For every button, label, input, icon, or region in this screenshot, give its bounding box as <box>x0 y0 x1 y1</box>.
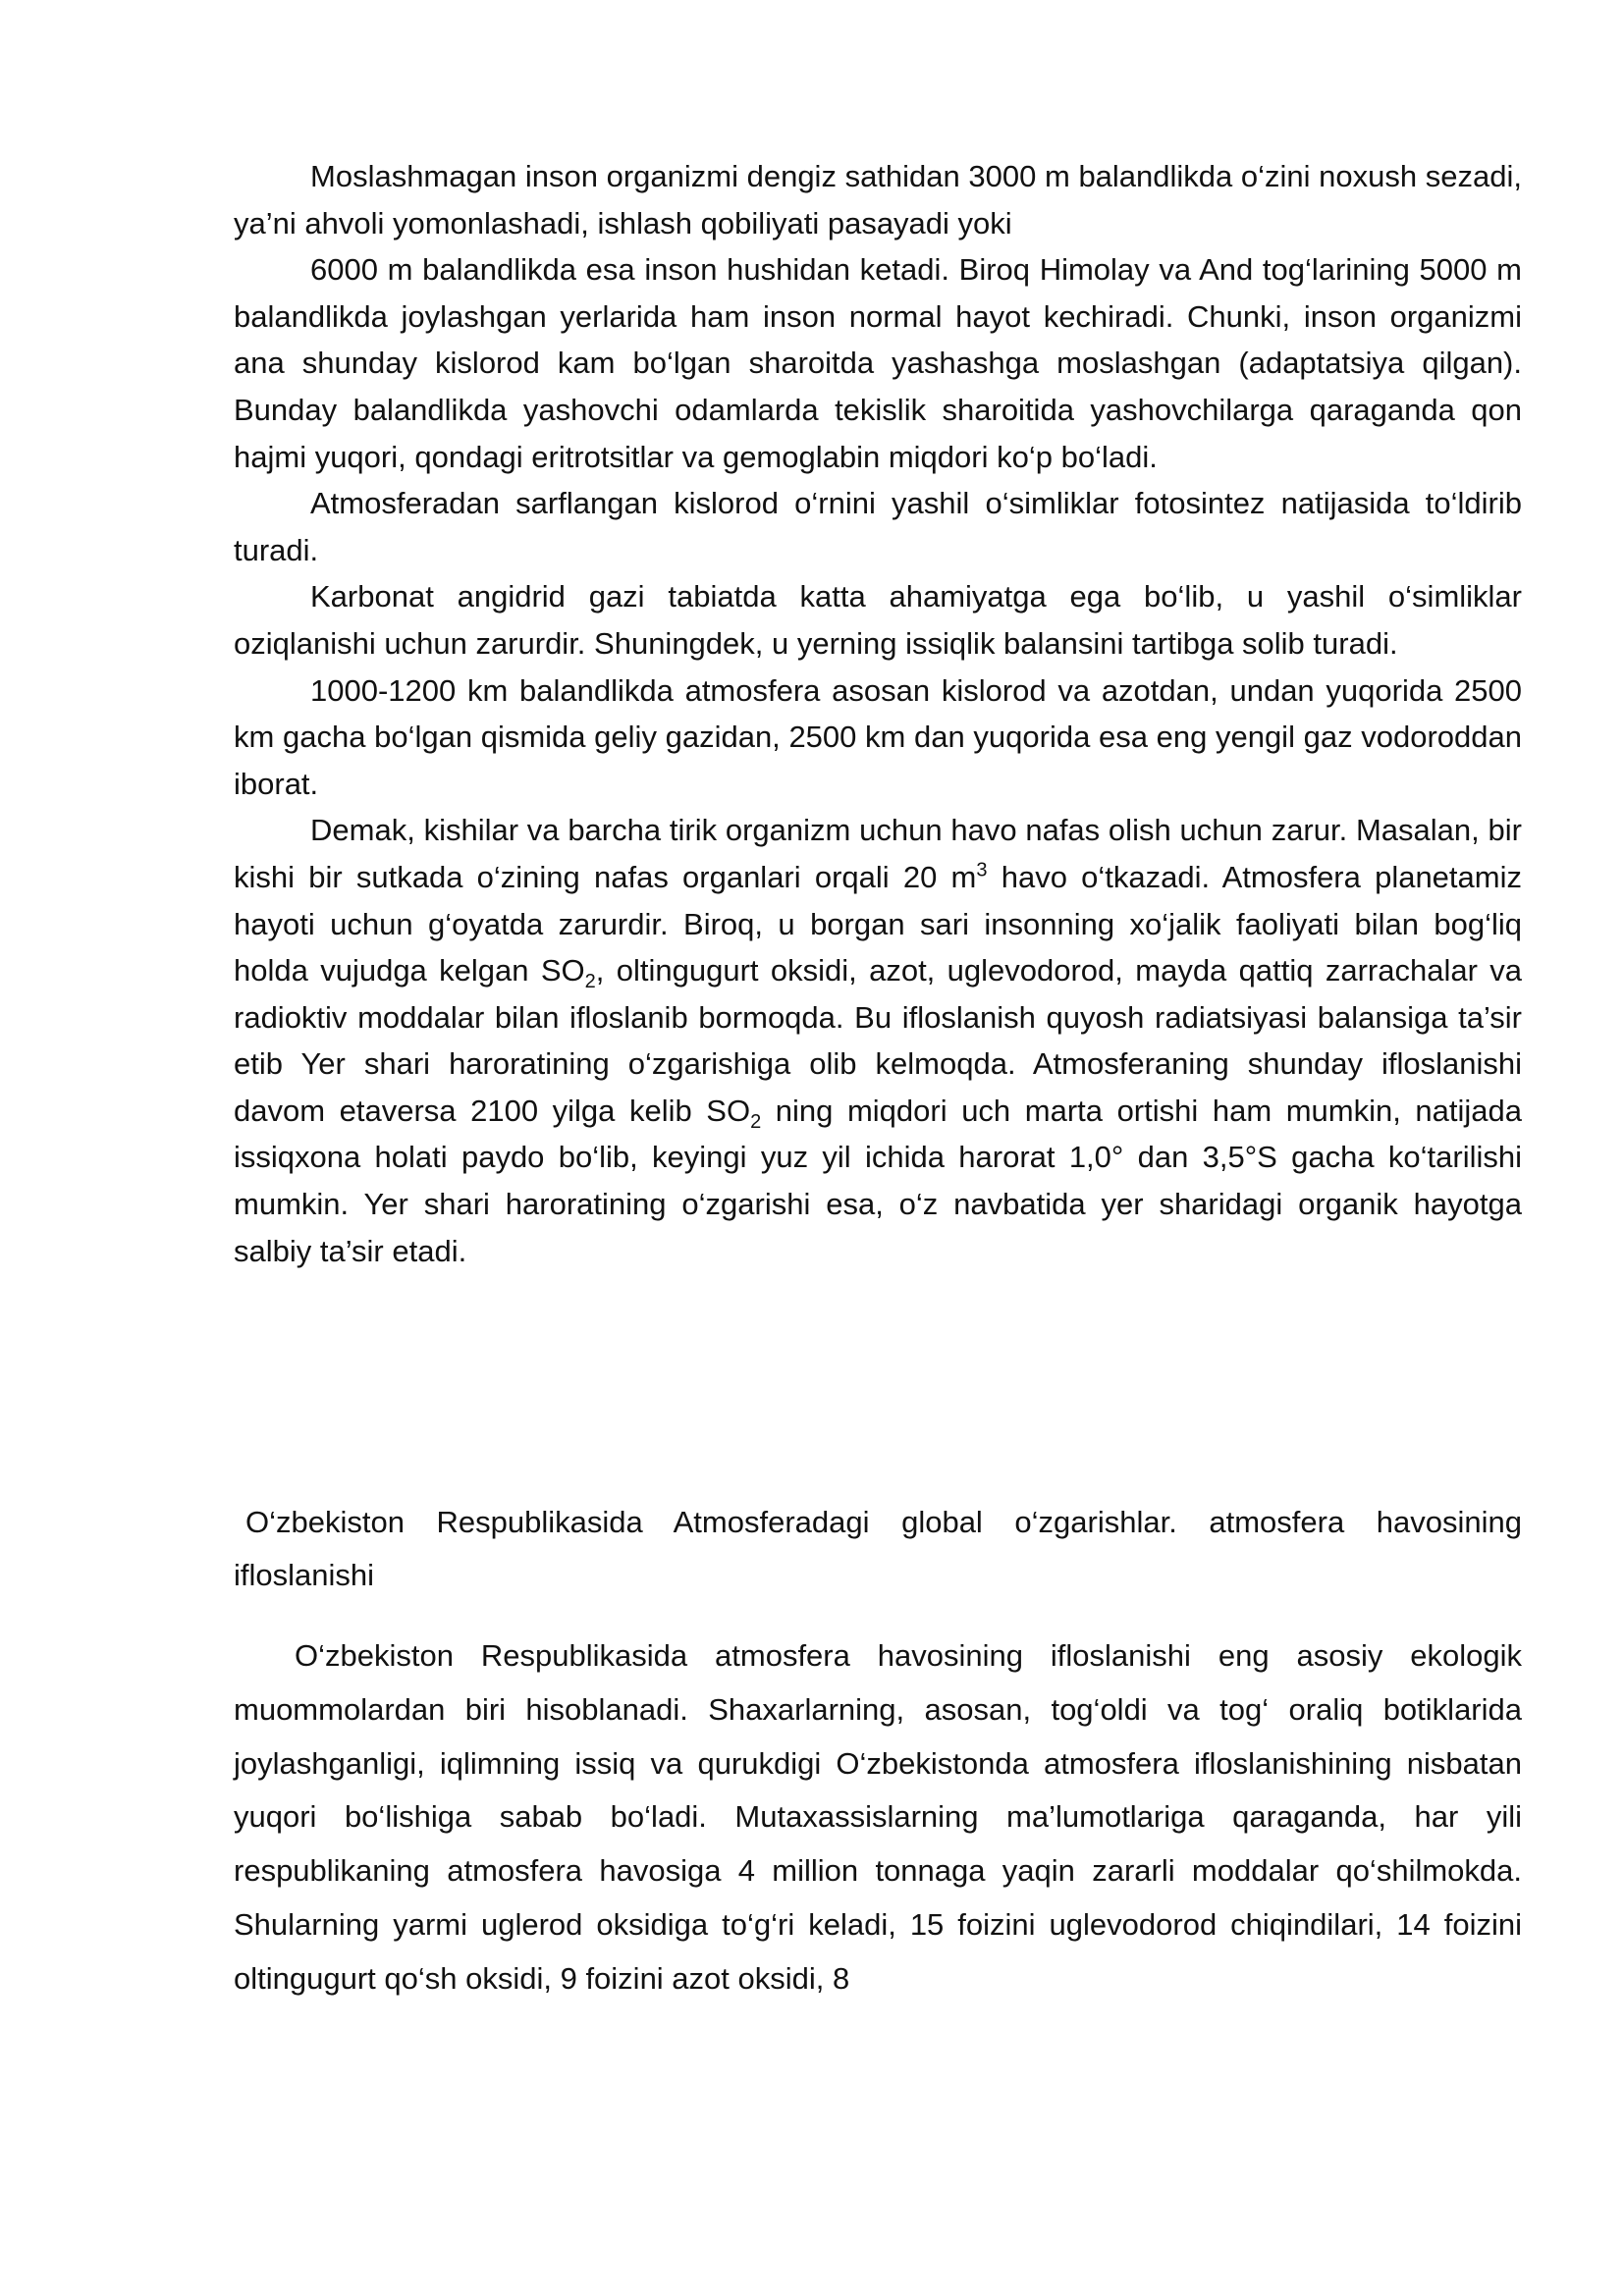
section-heading-block <box>234 1496 1522 1602</box>
paragraph-air-pollution <box>234 807 1522 1274</box>
section-uzbekistan-body <box>234 1629 1522 2006</box>
pollution-text-b: havo o‘tkazadi. Atmosfera planetamiz hayoti uchun g‘oyatda zarurdir. Biroq, u borgan sari insonning xo‘jalik faoliyati bilan bog‘liq holda vujudga kelgan SO <box>234 859 1522 988</box>
paragraph-altitude-intro: Moslashmagan inson organizmi dengiz sathidan 3000 m balandlikda o‘zini noxush sezadi, ya’ni ahvoli yomonlashadi, ishlash qobiliyati pasayadi yoki <box>234 159 1522 240</box>
pollution-text-d: ning miqdori uch marta ortishi ham mumkin, natijada issiqxona holati paydo bo‘lib, keyingi yuz yil ichida harorat 1,0° dan 3,5°S gacha ko‘tarilishi mumkin. Yer shari haroratining o‘zgarishi esa, o‘z navbatida yer sharidagi organik hayotga salbiy ta’sir etadi. <box>234 1093 1523 1268</box>
pollution-text-a: Demak, kishilar va barcha tirik organizm uchun havo nafas olish uchun zarur. Masalan, bir kishi bir sutkada o‘zining nafas organlari orqali 20 m <box>234 813 1522 894</box>
section-atmosphere-body <box>234 153 1522 1274</box>
pollution-text-c: , oltingugurt oksidi, azot, uglevodorod, mayda qattiq zarrachalar va radioktiv moddalar bilan ifloslanib bormoqda. Bu ifloslanish quyosh radiatsiyasi balansiga ta’sir etib Yer shari haroratining o‘zgarishiga olib kelmoqda. Atmosferaning shunday ifloslanishi davom etaversa 2100 yilga kelib SO <box>234 953 1523 1128</box>
paragraph-uzbekistan-pollution: O‘zbekiston Respublikasida atmosfera havosining ifloslanishi eng asosiy ekologik muommolardan biri hisoblanadi. Shaxarlarning, asosan, tog‘oldi va tog‘ oraliq botiklarida joylashganligi, iqlimning issiq va qurukdigi O‘zbekistonda atmosfera ifloslanishining nisbatan yuqori bo‘lishiga sabab bo‘ladi. Mutaxassislarning ma’lumotlariga qaraganda, har yili respublikaning atmosfera havosiga 4 million tonnaga yaqin zararli moddalar qo‘shilmokda. Shularning yarmi uglerod oksidiga to‘g‘ri keladi, 15 foizini uglevodorod chiqindilari, 14 foizini oltingugurt qo‘sh oksidi, 9 foizini azot oksidi, 8 <box>234 1638 1522 1996</box>
superscript-cubic: 3 <box>976 859 988 881</box>
paragraph-altitude-adaptation: 6000 m balandlikda esa inson hushidan ketadi. Biroq Himolay va And tog‘larining 5000 m balandlikda joylashgan yerlarida ham inson normal hayot kechiradi. Chunki, inson organizmi ana shunday kislorod kam bo‘lgan sharoitda yashashga moslashgan (adaptatsiya qilgan). Bunday balandlikda yashovchi odamlarda tekislik sharoitida yashovchilarga qaraganda qon hajmi yuqori, qondagi eritrotsitlar va gemoglabin miqdori ko‘p bo‘ladi. <box>234 252 1522 474</box>
section-title: O‘zbekiston Respublikasida Atmosferadagi global o‘zgarishlar. atmosfera havosining ifloslanishi <box>234 1505 1522 1592</box>
subscript-so2-second: 2 <box>750 1111 762 1134</box>
paragraph-carbon-dioxide: Karbonat angidrid gazi tabiatda katta ahamiyatga ega bo‘lib, u yashil o‘simliklar oziqlanishi uchun zarurdir. Shuningdek, u yerning issiqlik balansini tartibga solib turadi. <box>234 579 1522 661</box>
subscript-so2-first: 2 <box>584 971 596 993</box>
paragraph-oxygen-photosynthesis: Atmosferadan sarflangan kislorod o‘rnini yashil o‘simliklar fotosintez natijasida to‘ldirib turadi. <box>234 486 1522 567</box>
paragraph-atmosphere-layers: 1000-1200 km balandlikda atmosfera asosan kislorod va azotdan, undan yuqorida 2500 km gacha bo‘lgan qismida geliy gazidan, 2500 km dan yuqorida esa eng yengil gaz vodoroddan iborat. <box>234 672 1522 801</box>
